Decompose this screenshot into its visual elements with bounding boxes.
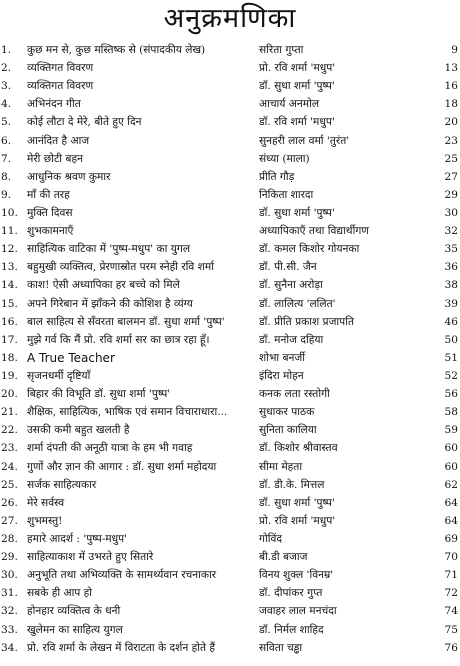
entry-number: 32. xyxy=(1,605,18,618)
entry-author: सुनहरी लाल वर्मा 'तुरंत' xyxy=(259,134,350,147)
entry-title: हमारे आदर्श : 'पुष्प-मधुप' xyxy=(27,532,128,545)
entry-title: अभिनंदन गीत xyxy=(27,98,81,111)
entry-author: गोविंद xyxy=(259,532,282,545)
entry-number: 27. xyxy=(1,514,18,527)
entry-page: 13 xyxy=(444,62,458,75)
entry-author: प्रीति गौड़ xyxy=(259,170,295,183)
entry-title: साहित्याकाश में उभरते हुए सितारे xyxy=(27,551,154,564)
toc-entry xyxy=(0,494,460,512)
entry-author: शोभा बनर्जी xyxy=(259,351,306,364)
entry-number: 20. xyxy=(1,388,18,401)
entry-author: अध्यापिकाएँ तथा विद्यार्थीगण xyxy=(259,225,369,238)
toc-entry xyxy=(0,331,460,349)
toc-entry xyxy=(0,132,460,150)
entry-page: 70 xyxy=(444,551,458,564)
entry-author: इंदिरा मोहन xyxy=(259,369,304,382)
entry-title: प्रो. रवि शर्मा के लेखन में विराटता के दर्शन होते हैं xyxy=(27,641,215,654)
toc-entry xyxy=(0,458,460,476)
toc-entry xyxy=(0,548,460,566)
toc-entry xyxy=(0,113,460,131)
entry-number: 17. xyxy=(1,333,18,346)
entry-number: 1. xyxy=(1,44,12,56)
entry-page: 23 xyxy=(444,134,458,147)
entry-number: 13. xyxy=(1,261,18,274)
entry-page: 58 xyxy=(444,406,458,419)
entry-title: साहित्यिक वाटिका में 'पुष्प-मधुप' का युगल xyxy=(27,243,191,256)
entry-page: 76 xyxy=(444,641,458,654)
entry-title: अपने गिरेबान में झाँकने की कोशिश है व्यंग्य xyxy=(27,297,193,310)
toc-entry xyxy=(0,476,460,494)
entry-author: सुनिता कालिया xyxy=(259,424,317,437)
entry-number: 2. xyxy=(1,62,12,75)
toc-entry xyxy=(0,639,460,657)
entry-number: 10. xyxy=(1,206,18,219)
entry-number: 14. xyxy=(1,279,18,292)
toc-entry xyxy=(0,421,460,439)
entry-title: A True Teacher xyxy=(27,350,115,365)
entry-number: 3. xyxy=(1,80,12,93)
entry-title: होनहार व्यक्तित्व के धनी xyxy=(27,605,121,618)
entry-page: 38 xyxy=(444,279,458,292)
entry-author: जवाहर लाल मनचंदा xyxy=(259,605,337,618)
entry-number: 6. xyxy=(1,134,12,147)
entry-author: डॉ. पी.सी. जैन xyxy=(259,261,317,274)
entry-page: 69 xyxy=(444,532,458,545)
entry-page: 46 xyxy=(444,315,458,328)
entry-number: 30. xyxy=(1,569,18,582)
entry-title: शर्मा दंपती की अनूठी यात्रा के हम भी गवाह xyxy=(27,442,193,455)
toc-entry xyxy=(0,240,460,258)
toc-entry xyxy=(0,584,460,602)
entry-title: उसकी कमी बहुत खलती है xyxy=(27,424,130,437)
entry-title: बिहार की विभूति डॉ. सुधा शर्मा 'पुष्प' xyxy=(27,388,171,401)
entry-page: 56 xyxy=(444,388,458,401)
entry-title: सर्जक साहित्यकार xyxy=(27,478,97,491)
entry-page: 9 xyxy=(451,44,458,56)
entry-number: 29. xyxy=(1,551,18,564)
entry-page: 64 xyxy=(444,514,458,527)
toc-entry xyxy=(0,530,460,548)
toc-entry xyxy=(0,385,460,403)
entry-title: मुझे गर्व कि मैं प्रो. रवि शर्मा सर का छात्र रहा हूँ। xyxy=(27,333,210,346)
toc-entry xyxy=(0,222,460,240)
toc-entry xyxy=(0,602,460,620)
entry-page: 62 xyxy=(444,478,458,491)
entry-number: 5. xyxy=(1,116,12,129)
entry-number: 31. xyxy=(1,587,18,600)
entry-page: 29 xyxy=(444,188,458,201)
entry-page: 51 xyxy=(444,351,458,364)
entry-page: 20 xyxy=(444,116,458,129)
entry-page: 39 xyxy=(444,297,458,310)
entry-author: डॉ. प्रीति प्रकाश प्रजापति xyxy=(259,315,354,328)
page-title: अनुक्रमणिका xyxy=(163,3,297,34)
entry-author: डॉ. कमल किशोर गोयनका xyxy=(259,243,360,256)
toc-entry xyxy=(0,313,460,331)
entry-page: 27 xyxy=(444,170,458,183)
entry-title: काश! ऐसी अध्यापिका हर बच्चे को मिले xyxy=(27,279,180,292)
entry-page: 25 xyxy=(444,152,458,165)
entry-author: डॉ. लालित्य 'ललित' xyxy=(259,297,336,310)
entry-title: शुभमस्तु! xyxy=(27,514,63,527)
entry-author: डॉ. सुधा शर्मा 'पुष्प' xyxy=(259,80,335,93)
entry-number: 19. xyxy=(1,369,18,382)
entry-title: गुणों और ज्ञान की आगार : डॉ. सुधा शर्मा महोदया xyxy=(27,460,217,473)
entry-author: निकिता शारदा xyxy=(259,188,314,201)
table-of-contents xyxy=(0,41,460,657)
entry-page: 59 xyxy=(444,424,458,437)
toc-entry xyxy=(0,295,460,313)
entry-page: 64 xyxy=(444,496,458,509)
entry-author: डॉ. सुनैना अरोड़ा xyxy=(259,279,323,292)
entry-author: सीमा मेहता xyxy=(259,460,303,473)
toc-entry xyxy=(0,276,460,294)
entry-page: 35 xyxy=(444,243,458,256)
toc-entry xyxy=(0,349,460,367)
entry-page: 36 xyxy=(444,261,458,274)
entry-title: कोई लौटा दे मेरे, बीते हुए दिन xyxy=(27,116,142,129)
entry-author: डॉ. डी.के. मित्तल xyxy=(259,478,325,491)
entry-author: बी.डी बजाज xyxy=(259,551,308,564)
entry-number: 11. xyxy=(1,225,18,238)
entry-title: व्यक्तिगत विवरण xyxy=(27,62,94,75)
entry-number: 22. xyxy=(1,424,18,437)
entry-number: 15. xyxy=(1,297,18,310)
entry-author: आचार्य अनमोल xyxy=(259,98,320,111)
entry-title: बहुमुखी व्यक्तित्व, प्रेरणास्रोत परम स्नेही रवि शर्मा xyxy=(27,261,214,274)
entry-page: 71 xyxy=(444,569,458,582)
entry-author: डॉ. दीपांकर गुप्त xyxy=(259,587,323,600)
entry-title: मेरे सर्वस्व xyxy=(27,496,65,509)
entry-page: 50 xyxy=(444,333,458,346)
entry-number: 7. xyxy=(1,152,12,165)
entry-author: सुधाकर पाठक xyxy=(259,406,315,419)
toc-entry xyxy=(0,59,460,77)
entry-title: आधुनिक श्रवण कुमार xyxy=(27,170,111,183)
entry-page: 30 xyxy=(444,206,458,219)
entry-number: 23. xyxy=(1,442,18,455)
entry-author: डॉ. रवि शर्मा 'मधुप' xyxy=(259,116,335,129)
entry-title: सबके ही आप हो xyxy=(27,587,93,600)
entry-title: माँ की तरह xyxy=(27,188,70,201)
entry-page: 72 xyxy=(444,587,458,600)
toc-entry xyxy=(0,77,460,95)
toc-entry xyxy=(0,403,460,421)
entry-author: कनक लता रस्तोगी xyxy=(259,388,330,401)
toc-entry xyxy=(0,512,460,530)
toc-entry xyxy=(0,566,460,584)
entry-number: 25. xyxy=(1,478,18,491)
toc-entry xyxy=(0,150,460,168)
entry-number: 34. xyxy=(1,641,18,654)
entry-author: विनय शुक्ल 'विनम्र' xyxy=(259,569,334,582)
entry-page: 60 xyxy=(444,442,458,455)
entry-title: आनंदित है आज xyxy=(27,134,90,147)
entry-page: 74 xyxy=(444,605,458,618)
toc-entry xyxy=(0,258,460,276)
entry-number: 18. xyxy=(1,351,18,364)
entry-author: डॉ. मनोज दहिया xyxy=(259,333,324,346)
entry-title: मुक्ति दिवस xyxy=(27,206,73,219)
entry-title: कुछ मन से, कुछ मस्तिष्क से (संपादकीय लेख) xyxy=(27,44,206,56)
entry-author: प्रो. रवि शर्मा 'मधुप' xyxy=(259,514,336,527)
entry-number: 26. xyxy=(1,496,18,509)
entry-number: 12. xyxy=(1,243,18,256)
entry-title: अनुभूति तथा अभिव्यक्ति के सामर्थ्यवान रचनाकार xyxy=(27,569,217,582)
entry-number: 21. xyxy=(1,406,18,419)
entry-number: 24. xyxy=(1,460,18,473)
toc-entry xyxy=(0,367,460,385)
entry-page: 16 xyxy=(444,80,458,93)
entry-page: 32 xyxy=(444,225,458,238)
entry-title: सृजनधर्मी दृष्टियाँ xyxy=(27,369,91,382)
entry-number: 4. xyxy=(1,98,12,111)
entry-number: 33. xyxy=(1,623,18,636)
entry-page: 60 xyxy=(444,460,458,473)
entry-page: 52 xyxy=(444,369,458,382)
entry-title: शैक्षिक, साहित्यिक, भाषिक एवं समान विचाराधारा... xyxy=(27,406,228,419)
entry-title: खुलेमन का साहित्य युगल xyxy=(27,623,123,636)
entry-author: सविता चड्ढा xyxy=(259,641,303,654)
toc-entry xyxy=(0,186,460,204)
entry-page: 18 xyxy=(444,98,458,111)
entry-title: मेरी छोटी बहन xyxy=(27,152,83,165)
entry-author: डॉ. निर्मल शाहिद xyxy=(259,623,324,636)
toc-entry xyxy=(0,41,460,59)
toc-entry xyxy=(0,621,460,639)
entry-author: संध्या (माला) xyxy=(259,152,310,165)
entry-author: प्रो. रवि शर्मा 'मधुप' xyxy=(259,62,336,75)
toc-entry xyxy=(0,168,460,186)
entry-number: 16. xyxy=(1,315,18,328)
toc-entry xyxy=(0,439,460,457)
entry-author: डॉ. सुधा शर्मा 'पुष्प' xyxy=(259,206,335,219)
entry-title: व्यक्तिगत विवरण xyxy=(27,80,94,93)
entry-number: 9. xyxy=(1,188,12,201)
toc-entry xyxy=(0,204,460,222)
entry-title: बाल साहित्य से सँवरता बालमन डॉ. सुधा शर्मा 'पुष्प' xyxy=(27,315,225,328)
toc-entry xyxy=(0,95,460,113)
entry-author: डॉ. सुधा शर्मा 'पुष्प' xyxy=(259,496,335,509)
entry-author: डॉ. किशोर श्रीवास्तव xyxy=(259,442,338,455)
entry-page: 75 xyxy=(444,623,458,636)
entry-author: सरिता गुप्ता xyxy=(259,44,304,56)
entry-number: 8. xyxy=(1,170,12,183)
entry-title: शुभकामनाएँ xyxy=(27,225,74,238)
entry-number: 28. xyxy=(1,532,18,545)
